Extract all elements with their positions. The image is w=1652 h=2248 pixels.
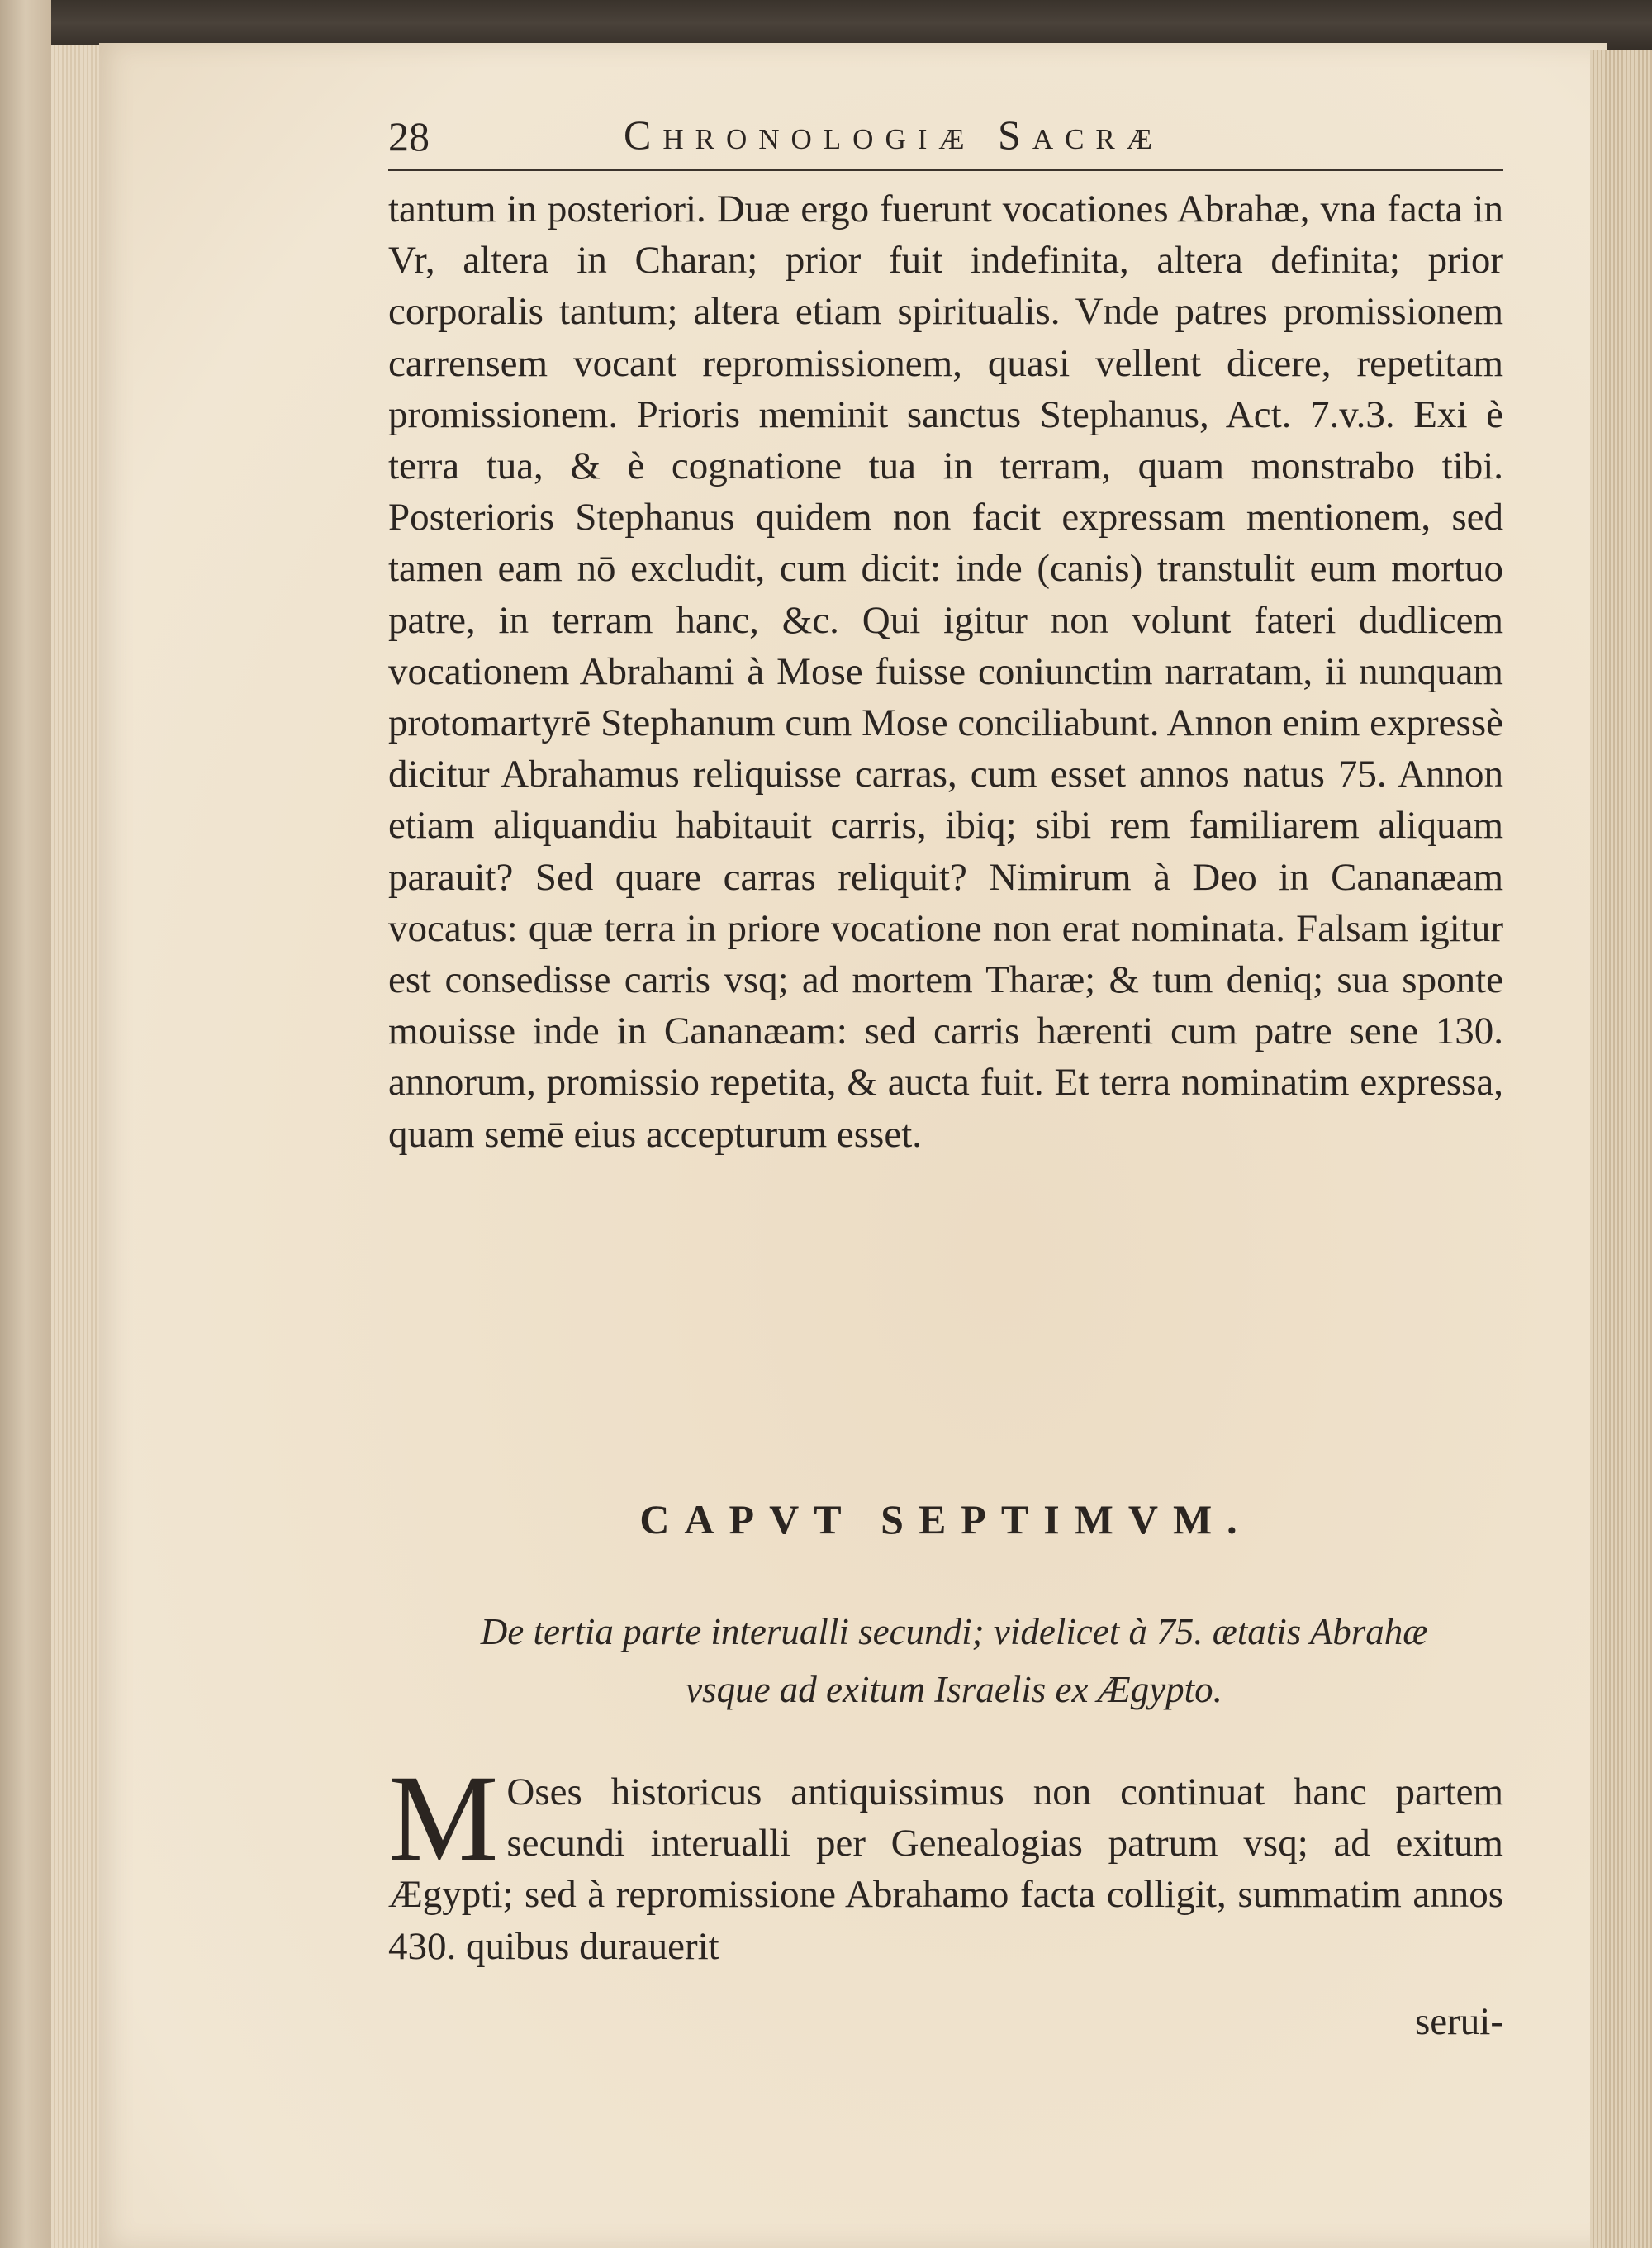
drop-cap: M <box>388 1750 499 1887</box>
right-page-edges <box>1590 50 1652 2248</box>
book-spine <box>0 0 51 2248</box>
chapter-heading: CAPVT SEPTIMVM. <box>639 1496 1252 1542</box>
running-title: Chronologiæ Sacræ <box>624 112 1164 158</box>
running-head <box>388 107 1503 171</box>
chapter-body-text: Oses historicus antiquissimus non continuat hanc partem secundi interualli per Genealogias patrum vsq; ad exitum Ægypti; sed à repromissione Abrahamo facta colligit, summatim annos 430. quibus durauerit <box>388 1770 1503 1968</box>
catchword: serui- <box>1414 2000 1503 2043</box>
chapter-subtitle: De tertia parte interualli secundi; videlicet à 75. ætatis Abrahæ vsque ad exitum Israelis ex Ægypto. <box>480 1611 1428 1710</box>
page-number: 28 <box>388 113 430 159</box>
body-text: tantum in posteriori. Duæ ergo fuerunt vocationes Abrahæ, vna facta in Vr, altera in Charan; prior fuit indefinita, altera definita; prior corporalis tantum; altera etiam spiritualis. Vnde patres promissionem carrensem vocant repromissionem, quasi vellent dicere, repetitam promissionem. Prioris meminit sanctus Stephanus, Act. 7.v.3. Exi è terra tua, & è cognatione tua in terram, quam monstrabo tibi. Posterioris Stephanus quidem non facit expressam mentionem, sed tamen eam nō excludit, cum dicit: inde (canis) transtulit eum mortuo patre, in terram hanc, &c. Qui igitur non volunt fateri dudlicem vocationem Abrahami à Mose fuisse coniunctim narratam, ii nunquam protomartyrē Stephanum cum Mose conciliabunt. Annon enim expressè dicitur Abrahamus reliquisse carras, cum esset annos natus 75. Annon etiam aliquandiu habitauit carris, ibiq; sibi rem familiarem aliquam parauit? Sed quare carras reliquit? Nimirum à Deo in Cananæam vocatus: quæ terra in priore vocatione non erat nominata. Falsam igitur est consedisse carris vsq; ad mortem Tharæ; & tum deniq; sua sponte mouisse inde in Cananæam: sed carris hærenti cum patre sene 130. annorum, promissio repetita, & aucta fuit. Et terra nominatim expressa, quam semē eius accepturum esset. <box>388 188 1503 1156</box>
page-content <box>388 107 1503 2074</box>
chapter-body <box>388 1750 1503 1972</box>
